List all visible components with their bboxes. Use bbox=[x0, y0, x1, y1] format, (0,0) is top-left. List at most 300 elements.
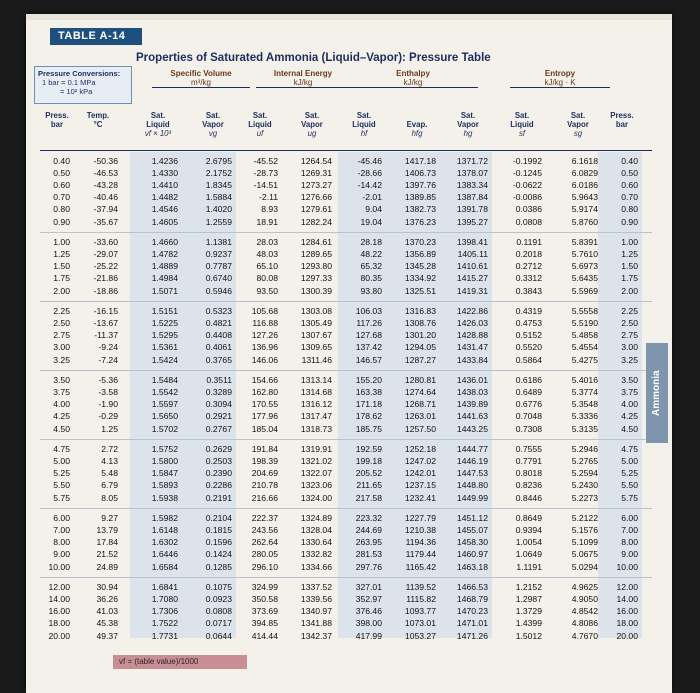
column-header-5-l3: ug bbox=[307, 129, 317, 138]
table-cell: 0.80 bbox=[53, 204, 70, 215]
block-divider bbox=[40, 577, 652, 578]
table-cell: 5.0675 bbox=[571, 549, 598, 560]
table-cell: 1309.65 bbox=[300, 342, 332, 353]
table-cell: 5.48 bbox=[101, 468, 118, 479]
table-cell: 4.75 bbox=[53, 444, 70, 455]
table-cell: 0.5520 bbox=[515, 342, 542, 353]
table-cell: -2.11 bbox=[259, 192, 278, 203]
table-cell: 1307.67 bbox=[300, 330, 332, 341]
table-cell: 1308.76 bbox=[404, 318, 436, 329]
column-header-4-l1: Sat. bbox=[252, 111, 268, 120]
conversion-line-2: = 10² kPa bbox=[60, 87, 93, 96]
footnote-vf: vf = (table value)/1000 bbox=[113, 655, 247, 669]
table-cell: 80.08 bbox=[256, 273, 278, 284]
group-entropy bbox=[510, 69, 610, 88]
table-cell: -35.67 bbox=[93, 216, 118, 227]
table-row bbox=[40, 537, 652, 549]
table-cell: 1340.97 bbox=[300, 606, 332, 617]
column-header-5-l2: Vapor bbox=[301, 120, 323, 129]
column-header-2-l2: Liquid bbox=[146, 120, 170, 129]
table-cell: 5.6435 bbox=[571, 273, 598, 284]
table-cell: 24.89 bbox=[96, 561, 118, 572]
table-row bbox=[40, 387, 652, 399]
table-cell: 1053.27 bbox=[404, 630, 436, 641]
table-cell: 1.5702 bbox=[151, 423, 178, 434]
table-row bbox=[40, 606, 652, 618]
table-cell: 222.37 bbox=[251, 513, 278, 524]
table-cell: 0.70 bbox=[621, 192, 638, 203]
table-cell: 1274.64 bbox=[404, 387, 436, 398]
table-cell: 19.04 bbox=[360, 216, 382, 227]
table-cell: 5.75 bbox=[53, 492, 70, 503]
table-title: Properties of Saturated Ammonia (Liquid–Vapor): Pressure Table bbox=[136, 52, 491, 64]
table-cell: 1419.31 bbox=[456, 285, 488, 296]
table-cell: 28.18 bbox=[360, 237, 382, 248]
table-cell: -46.53 bbox=[93, 168, 118, 179]
table-cell: 0.0386 bbox=[515, 204, 542, 215]
group-specific-volume bbox=[152, 69, 250, 88]
table-cell: 3.25 bbox=[53, 354, 70, 365]
table-cell: 163.38 bbox=[355, 387, 382, 398]
table-cell: 5.5190 bbox=[571, 318, 598, 329]
table-cell: -33.60 bbox=[93, 237, 118, 248]
table-cell: 1422.86 bbox=[456, 306, 488, 317]
table-cell: 0.3289 bbox=[205, 387, 232, 398]
table-row bbox=[40, 217, 652, 229]
table-cell: 3.50 bbox=[53, 375, 70, 386]
table-row bbox=[40, 261, 652, 273]
table-cell: 1.5542 bbox=[151, 387, 178, 398]
table-row bbox=[40, 237, 652, 249]
table-cell: -0.1245 bbox=[512, 168, 542, 179]
table-cell: 0.2712 bbox=[515, 261, 542, 272]
table-row bbox=[40, 156, 652, 168]
table-cell: 5.9643 bbox=[571, 192, 598, 203]
table-cell: 21.52 bbox=[96, 549, 118, 560]
table-cell: 6.00 bbox=[621, 513, 638, 524]
table-cell: 5.50 bbox=[53, 480, 70, 491]
table-cell: 1334.66 bbox=[300, 561, 332, 572]
table-cell: 1436.01 bbox=[456, 375, 488, 386]
table-cell: -0.0086 bbox=[512, 192, 542, 203]
table-cell: 1322.07 bbox=[300, 468, 332, 479]
table-cell: 1417.18 bbox=[404, 156, 436, 166]
table-cell: 1.4236 bbox=[151, 156, 178, 166]
table-cell: 30.94 bbox=[96, 582, 118, 593]
column-header-6 bbox=[340, 111, 388, 151]
table-cell: 1268.71 bbox=[404, 399, 436, 410]
table-cell: 1458.30 bbox=[456, 537, 488, 548]
table-row bbox=[40, 318, 652, 330]
table-cell: 4.13 bbox=[101, 456, 118, 467]
column-header-3-l2: Vapor bbox=[202, 120, 224, 129]
table-cell: 5.50 bbox=[621, 480, 638, 491]
table-cell: 137.42 bbox=[355, 342, 382, 353]
table-cell: 20.00 bbox=[616, 630, 638, 641]
table-cell: 0.5152 bbox=[515, 330, 542, 341]
table-cell: 7.00 bbox=[621, 525, 638, 536]
table-cell: 297.76 bbox=[355, 561, 382, 572]
column-header-4-l3: uf bbox=[256, 129, 264, 138]
table-cell: 1.8345 bbox=[205, 180, 232, 191]
table-cell: 1.0649 bbox=[515, 549, 542, 560]
table-cell: 1289.65 bbox=[300, 249, 332, 260]
table-cell: 8.00 bbox=[53, 537, 70, 548]
table-cell: 1.7306 bbox=[151, 606, 178, 617]
table-cell: 1.5650 bbox=[151, 411, 178, 422]
table-cell: 205.52 bbox=[355, 468, 382, 479]
table-cell: 1247.02 bbox=[404, 456, 436, 467]
table-cell: 1210.38 bbox=[404, 525, 436, 536]
table-cell: 146.06 bbox=[251, 354, 278, 365]
table-cell: 5.5558 bbox=[571, 306, 598, 317]
table-cell: 7.00 bbox=[53, 525, 70, 536]
table-row bbox=[40, 582, 652, 594]
table-cell: 4.7670 bbox=[571, 630, 598, 641]
table-row bbox=[40, 444, 652, 456]
column-header-0-l3 bbox=[38, 129, 76, 138]
header-divider bbox=[40, 150, 652, 151]
ammonia-side-tab: Ammonia bbox=[646, 343, 668, 443]
table-cell: 0.6186 bbox=[515, 375, 542, 386]
table-cell: 4.25 bbox=[53, 411, 70, 422]
table-cell: 1.50 bbox=[53, 261, 70, 272]
column-header-11-l3 bbox=[600, 129, 644, 138]
table-cell: 10.00 bbox=[616, 561, 638, 572]
table-cell: 1297.33 bbox=[300, 273, 332, 284]
table-cell: 0.9394 bbox=[515, 525, 542, 536]
table-cell: 263.95 bbox=[355, 537, 382, 548]
table-cell: 1276.66 bbox=[300, 192, 332, 203]
table-cell: 0.70 bbox=[53, 192, 70, 203]
conversions-title: Pressure Conversions: bbox=[38, 69, 121, 78]
table-row bbox=[40, 355, 652, 367]
table-cell: 1323.06 bbox=[300, 480, 332, 491]
table-cell: 1.5361 bbox=[151, 342, 178, 353]
table-row bbox=[40, 549, 652, 561]
table-cell: 394.85 bbox=[251, 618, 278, 629]
table-cell: 1.4399 bbox=[515, 618, 542, 629]
table-cell: 1.1191 bbox=[516, 561, 542, 572]
table-cell: 1324.00 bbox=[300, 492, 332, 503]
table-cell: 178.62 bbox=[355, 411, 382, 422]
table-cell: 0.2921 bbox=[205, 411, 232, 422]
table-cell: 3.75 bbox=[53, 387, 70, 398]
table-cell: 1.2559 bbox=[205, 216, 232, 227]
table-cell: 0.1424 bbox=[205, 549, 232, 560]
table-cell: 1.0054 bbox=[515, 537, 542, 548]
table-cell: -11.37 bbox=[94, 330, 118, 341]
table-cell: 12.00 bbox=[616, 582, 638, 593]
table-cell: 1.5752 bbox=[151, 444, 178, 455]
table-cell: 5.75 bbox=[621, 492, 638, 503]
table-cell: 49.37 bbox=[96, 630, 118, 641]
table-cell: 0.2286 bbox=[205, 480, 232, 491]
table-cell: 4.50 bbox=[621, 423, 638, 434]
group-enthalpy-units: kJ/kg bbox=[348, 78, 478, 88]
table-row bbox=[40, 342, 652, 354]
table-cell: 1.5982 bbox=[151, 513, 178, 524]
table-cell: 1316.12 bbox=[300, 399, 332, 410]
table-cell: 198.39 bbox=[251, 456, 278, 467]
table-cell: 36.26 bbox=[96, 594, 118, 605]
table-cell: 0.7555 bbox=[515, 444, 542, 455]
table-cell: 1334.92 bbox=[404, 273, 436, 284]
column-header-6-l1: Sat. bbox=[356, 111, 372, 120]
table-cell: 1139.52 bbox=[405, 582, 436, 593]
table-cell: 9.00 bbox=[53, 549, 70, 560]
column-header-7-l1 bbox=[392, 111, 442, 120]
table-cell: 17.84 bbox=[96, 537, 118, 548]
table-cell: 1.5884 bbox=[205, 192, 232, 203]
table-cell: 1318.73 bbox=[300, 423, 332, 434]
column-header-8-l2: Vapor bbox=[457, 120, 479, 129]
table-cell: 14.00 bbox=[616, 594, 638, 605]
table-cell: 1.6446 bbox=[151, 549, 178, 560]
table-cell: 4.25 bbox=[621, 411, 638, 422]
table-cell: -16.15 bbox=[93, 306, 118, 317]
table-cell: 1.6841 bbox=[151, 582, 178, 593]
table-cell: 1433.84 bbox=[456, 354, 488, 365]
column-header-2-l1: Sat. bbox=[150, 111, 166, 120]
table-cell: 1.5938 bbox=[151, 492, 178, 503]
table-cell: 1448.80 bbox=[456, 480, 488, 491]
table-cell: 1293.80 bbox=[300, 261, 332, 272]
table-cell: 20.00 bbox=[48, 630, 70, 641]
table-cell: 1370.23 bbox=[404, 237, 436, 248]
table-cell: -43.28 bbox=[93, 180, 118, 191]
table-cell: 0.7791 bbox=[515, 456, 542, 467]
table-cell: 0.8236 bbox=[515, 480, 542, 491]
table-cell: 0.40 bbox=[53, 156, 70, 166]
table-cell: 1447.53 bbox=[456, 468, 488, 479]
table-cell: 2.50 bbox=[621, 318, 638, 329]
table-cell: 0.3843 bbox=[515, 285, 542, 296]
table-cell: 1.50 bbox=[621, 261, 638, 272]
table-cell: 28.03 bbox=[256, 237, 278, 248]
table-cell: 0.6740 bbox=[205, 273, 232, 284]
group-entropy-units: kJ/kg · K bbox=[510, 78, 610, 88]
table-cell: 1.6302 bbox=[151, 537, 178, 548]
table-cell: 281.53 bbox=[355, 549, 382, 560]
table-cell: 13.79 bbox=[96, 525, 118, 536]
table-cell: 1.5424 bbox=[151, 354, 178, 365]
table-row bbox=[40, 594, 652, 606]
table-cell: 4.9050 bbox=[571, 594, 598, 605]
table-row bbox=[40, 468, 652, 480]
table-cell: 1.3729 bbox=[515, 606, 542, 617]
table-cell: 1294.05 bbox=[404, 342, 436, 353]
table-cell: 1.4330 bbox=[151, 168, 178, 179]
table-cell: 3.50 bbox=[621, 375, 638, 386]
table-cell: 116.88 bbox=[252, 318, 278, 329]
table-cell: 1.4889 bbox=[151, 261, 178, 272]
table-cell: 1.5071 bbox=[151, 285, 178, 296]
table-cell: 1.25 bbox=[53, 249, 70, 260]
table-cell: 0.5323 bbox=[205, 306, 232, 317]
table-cell: 16.00 bbox=[48, 606, 70, 617]
table-cell: 185.04 bbox=[251, 423, 278, 434]
table-cell: 0.1596 bbox=[205, 537, 232, 548]
table-cell: 1.4782 bbox=[151, 249, 178, 260]
table-row bbox=[40, 411, 652, 423]
column-header-11-l2: bar bbox=[615, 120, 629, 129]
table-cell: 1444.77 bbox=[456, 444, 488, 455]
column-header-10-l3: sg bbox=[573, 129, 583, 138]
table-cell: 1470.23 bbox=[456, 606, 488, 617]
table-cell: 185.75 bbox=[355, 423, 382, 434]
table-cell: 1438.03 bbox=[456, 387, 488, 398]
table-cell: 155.20 bbox=[355, 375, 382, 386]
table-cell: 1395.27 bbox=[456, 216, 488, 227]
table-cell: 0.2629 bbox=[205, 444, 232, 455]
table-row bbox=[40, 480, 652, 492]
table-cell: 398.00 bbox=[355, 618, 382, 629]
table-cell: 5.0294 bbox=[571, 561, 598, 572]
table-cell: 0.60 bbox=[53, 180, 70, 191]
table-cell: 1463.18 bbox=[456, 561, 488, 572]
table-cell: 1378.07 bbox=[456, 168, 488, 179]
table-cell: 1356.89 bbox=[404, 249, 436, 260]
table-cell: 6.00 bbox=[53, 513, 70, 524]
table-row bbox=[40, 249, 652, 261]
table-cell: 1280.81 bbox=[404, 375, 436, 386]
table-cell: 1.4605 bbox=[151, 216, 178, 227]
table-cell: 1431.47 bbox=[456, 342, 488, 353]
table-cell: 0.7048 bbox=[515, 411, 542, 422]
table-cell: 0.1285 bbox=[205, 561, 232, 572]
table-cell: 2.00 bbox=[53, 285, 70, 296]
table-cell: 1.5800 bbox=[151, 456, 178, 467]
column-header-0-l1: Press. bbox=[45, 111, 69, 120]
table-cell: 1.5225 bbox=[151, 318, 178, 329]
table-cell: 1321.02 bbox=[300, 456, 332, 467]
table-cell: 1.75 bbox=[621, 273, 638, 284]
table-cell: 2.1752 bbox=[205, 168, 232, 179]
table-cell: 0.2018 bbox=[515, 249, 542, 260]
table-cell: 204.69 bbox=[251, 468, 278, 479]
table-cell: 1383.34 bbox=[456, 180, 488, 191]
table-cell: 162.80 bbox=[251, 387, 278, 398]
column-header-8-l3: hg bbox=[463, 129, 473, 138]
table-cell: 1449.99 bbox=[456, 492, 488, 503]
table-cell: 1273.27 bbox=[300, 180, 332, 191]
table-cell: 2.00 bbox=[621, 285, 638, 296]
group-internal-energy bbox=[256, 69, 350, 88]
table-cell: -14.42 bbox=[357, 180, 382, 191]
table-cell: 1.75 bbox=[53, 273, 70, 284]
table-cell: 1330.64 bbox=[300, 537, 332, 548]
table-cell: 5.3336 bbox=[571, 411, 598, 422]
table-cell: 1341.88 bbox=[300, 618, 332, 629]
table-cell: 1.4410 bbox=[151, 180, 178, 191]
table-cell: 93.80 bbox=[360, 285, 382, 296]
table-cell: 1428.88 bbox=[456, 330, 488, 341]
table-cell: 243.56 bbox=[251, 525, 278, 536]
table-row bbox=[40, 168, 652, 180]
table-cell: -13.67 bbox=[93, 318, 118, 329]
table-cell: 5.2273 bbox=[571, 492, 598, 503]
table-cell: 1.2152 bbox=[515, 582, 542, 593]
table-cell: 1391.78 bbox=[456, 204, 488, 215]
table-cell: 1.6148 bbox=[151, 525, 178, 536]
table-cell: 280.05 bbox=[251, 549, 278, 560]
column-header-8-l1: Sat. bbox=[460, 111, 476, 120]
table-cell: 0.2390 bbox=[205, 468, 232, 479]
table-cell: 1468.79 bbox=[456, 594, 488, 605]
table-cell: 4.8086 bbox=[571, 618, 598, 629]
table-cell: 2.25 bbox=[621, 306, 638, 317]
table-cell: 0.50 bbox=[621, 168, 638, 179]
table-cell: 1426.03 bbox=[456, 318, 488, 329]
table-cell: 0.5864 bbox=[515, 354, 542, 365]
table-cell: 1455.07 bbox=[456, 525, 488, 536]
table-cell: 18.00 bbox=[616, 618, 638, 629]
table-cell: 1.7731 bbox=[151, 630, 178, 641]
table-cell: 1405.11 bbox=[457, 249, 488, 260]
table-cell: -40.46 bbox=[93, 192, 118, 203]
table-cell: 0.0923 bbox=[205, 594, 232, 605]
table-cell: 324.99 bbox=[251, 582, 278, 593]
table-cell: 2.75 bbox=[621, 330, 638, 341]
column-header-3 bbox=[188, 111, 238, 151]
table-cell: 5.4554 bbox=[571, 342, 598, 353]
column-header-2-l3: vf × 10³ bbox=[144, 129, 172, 138]
conversion-line-1: 1 bar = 0.1 MPa bbox=[42, 78, 96, 87]
column-header-10-l2: Vapor bbox=[567, 120, 589, 129]
table-cell: 1.25 bbox=[101, 423, 118, 434]
table-cell: 12.00 bbox=[48, 582, 70, 593]
table-cell: 211.65 bbox=[356, 480, 382, 491]
table-cell: 1305.49 bbox=[300, 318, 332, 329]
table-cell: 1382.73 bbox=[404, 204, 436, 215]
table-row bbox=[40, 330, 652, 342]
table-cell: 1.7080 bbox=[151, 594, 178, 605]
table-cell: 1.5893 bbox=[151, 480, 178, 491]
table-cell: 1115.82 bbox=[406, 594, 436, 605]
table-cell: 146.57 bbox=[355, 354, 382, 365]
column-header-1-l2: °C bbox=[93, 120, 103, 129]
table-row bbox=[40, 618, 652, 630]
table-cell: 5.2765 bbox=[571, 456, 598, 467]
table-cell: -14.51 bbox=[253, 180, 278, 191]
table-cell: -29.07 bbox=[93, 249, 118, 260]
table-cell: 1.5847 bbox=[151, 468, 178, 479]
block-divider bbox=[40, 508, 652, 509]
table-cell: 5.4275 bbox=[571, 354, 598, 365]
table-cell: 1.00 bbox=[621, 237, 638, 248]
table-cell: 1311.46 bbox=[301, 354, 332, 365]
table-cell: 1316.83 bbox=[404, 306, 436, 317]
table-cell: 0.5946 bbox=[205, 285, 232, 296]
table-cell: 0.4753 bbox=[515, 318, 542, 329]
table-cell: -45.46 bbox=[357, 156, 382, 166]
column-header-3-l1: Sat. bbox=[205, 111, 221, 120]
table-cell: 1.5151 bbox=[151, 306, 178, 317]
table-cell: 65.32 bbox=[360, 261, 382, 272]
table-cell: 5.2122 bbox=[571, 513, 598, 524]
table-cell: 2.75 bbox=[53, 330, 70, 341]
table-cell: 177.96 bbox=[251, 411, 278, 422]
table-cell: 0.0808 bbox=[515, 216, 542, 227]
table-cell: 2.50 bbox=[53, 318, 70, 329]
table-cell: 1237.15 bbox=[404, 480, 436, 491]
table-row bbox=[40, 456, 652, 468]
table-cell: 127.26 bbox=[251, 330, 278, 341]
table-cell: 1471.01 bbox=[456, 618, 488, 629]
table-cell: 9.27 bbox=[101, 513, 118, 524]
table-cell: 0.2191 bbox=[205, 492, 232, 503]
